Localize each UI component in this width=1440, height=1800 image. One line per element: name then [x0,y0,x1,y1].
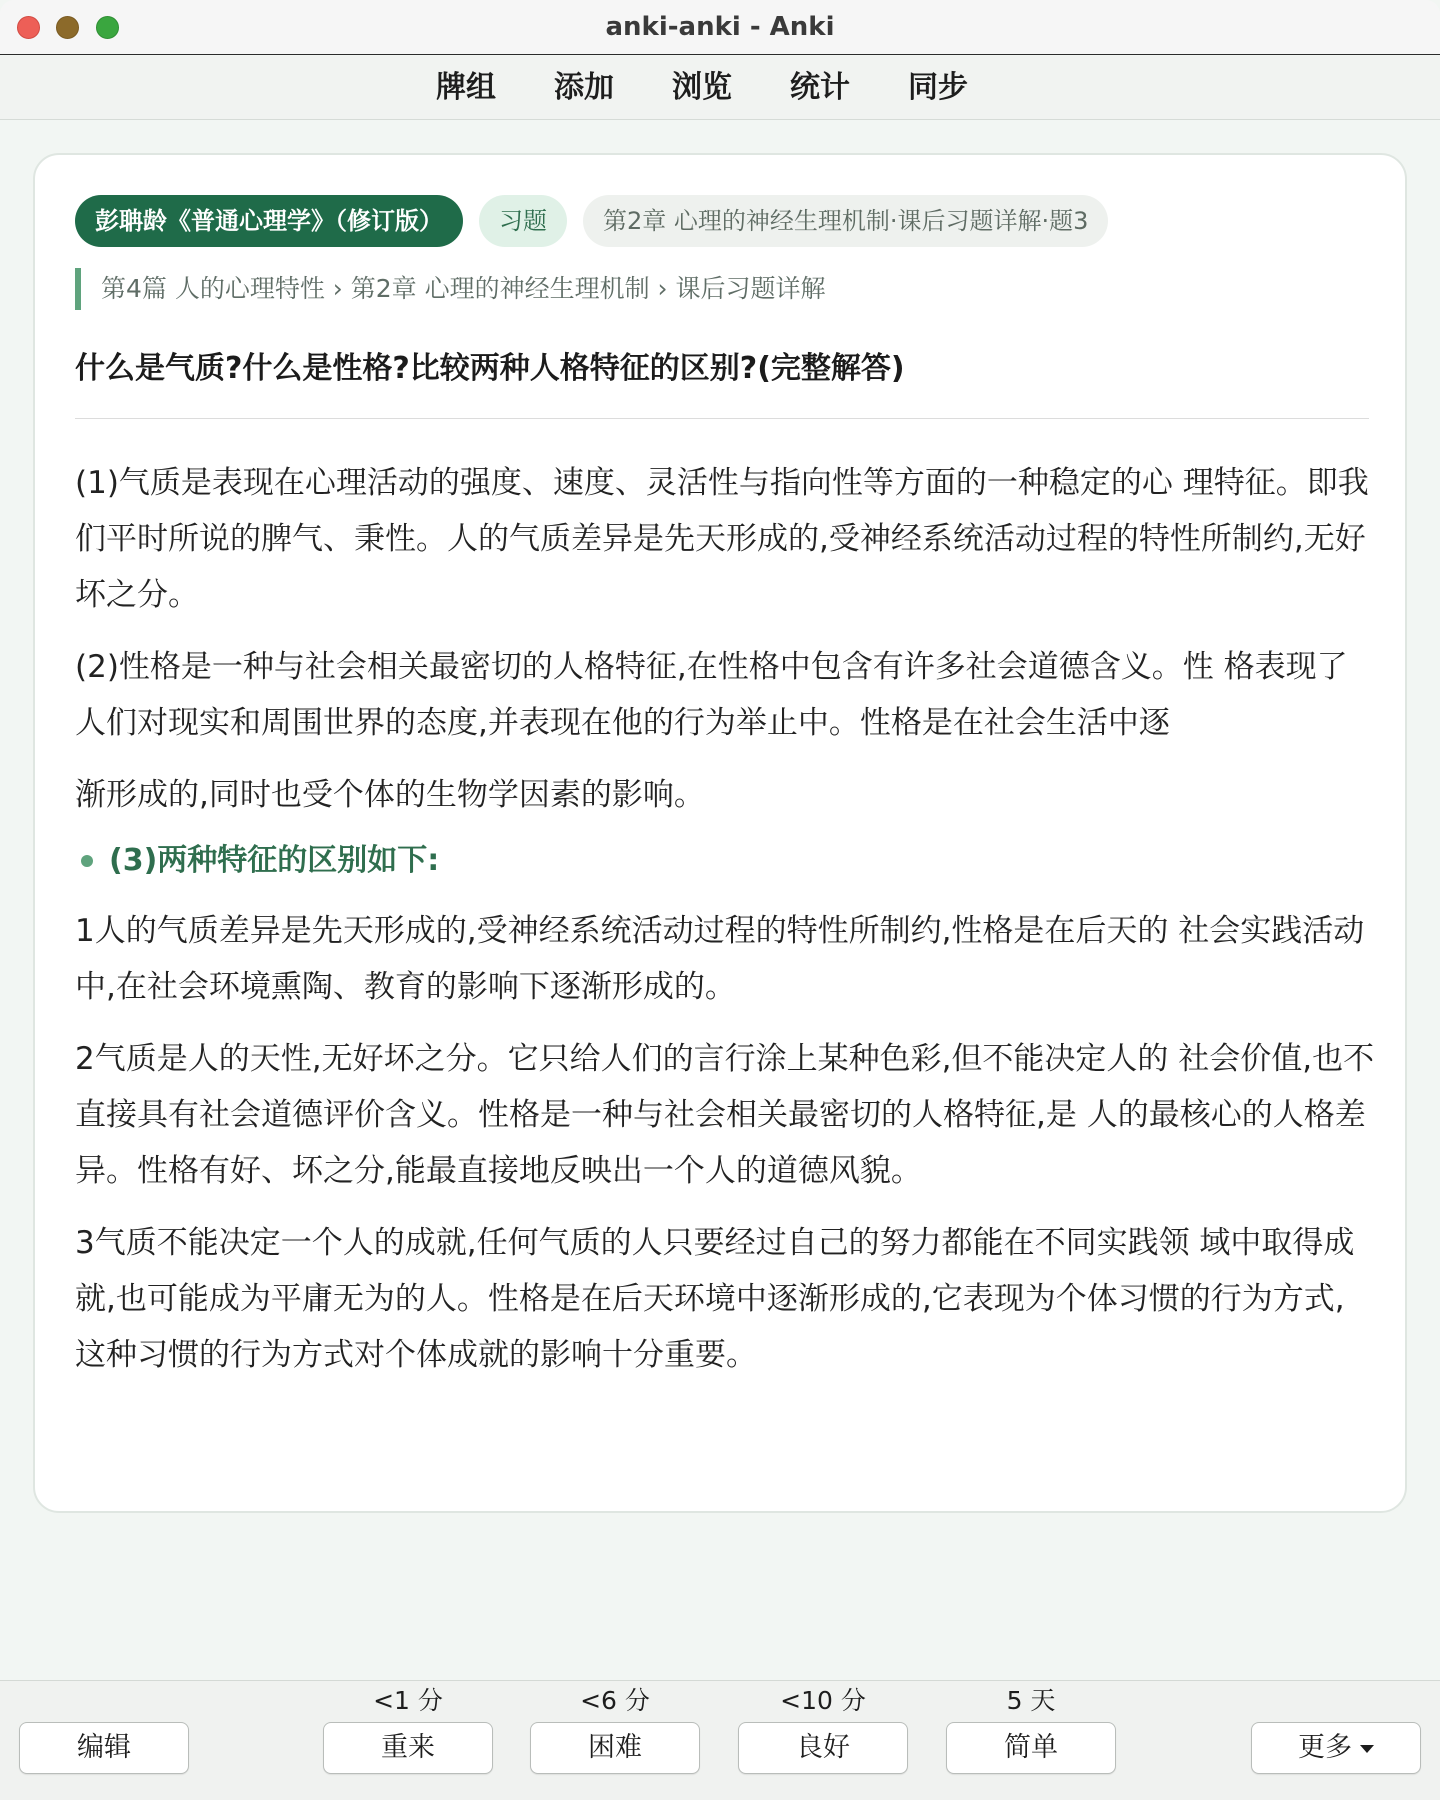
interval-good: <10 分 [780,1686,866,1715]
section-heading-text: (3)两种特征的区别如下: [109,843,440,878]
toolbar-add[interactable]: 添加 [554,70,614,105]
again-button[interactable]: 重来 [323,1722,493,1774]
answer-body [75,455,1375,1399]
toolbar-decks[interactable]: 牌组 [436,70,496,105]
answer-point: 2气质是人的天性,无好坏之分。它只给人们的言行涂上某种色彩,但不能决定人的 社会价值,也不直接具有社会道德评价含义。性格是一种与社会相关最密切的人格特征,是 人的最核心的人格差异。性格有好、坏之分,能最直接地反映出一个人的道德风貌。 [75,1041,1375,1189]
answer-paragraph: (1)气质是表现在心理活动的强度、速度、灵活性与指向性等方面的一种稳定的心 理特征。即我们平时所说的脾气、秉性。人的气质差异是先天形成的,受神经系统活动过程的特性所制约,无好坏之分。 [75,465,1369,613]
answer-point: 3气质不能决定一个人的成就,任何气质的人只要经过自己的努力都能在不同实践领 域中取得成就,也可能成为平庸无为的人。性格是在后天环境中逐渐形成的,它表现为个体习惯的行为方式,这种习惯的行为方式对个体成就的影响十分重要。 [75,1225,1355,1373]
tag-book: 彭聃龄《普通心理学》（修订版） [75,195,463,247]
toolbar-sync[interactable]: 同步 [908,70,968,105]
interval-hard: <6 分 [580,1686,650,1715]
toolbar-stats[interactable]: 统计 [790,70,850,105]
answer-point: 1人的气质差异是先天形成的,受神经系统活动过程的特性所制约,性格是在后天的 社会实践活动中,在社会环境熏陶、教育的影响下逐渐形成的。 [75,913,1365,1005]
title-bar [0,0,1440,55]
easy-button[interactable]: 简单 [946,1722,1116,1774]
review-card [33,153,1407,1513]
tag-chapter: 第2章 心理的神经生理机制·课后习题详解·题3 [583,195,1108,247]
answer-paragraph: 渐形成的,同时也受个体的生物学因素的影响。 [75,777,705,813]
answer-paragraph: (2)性格是一种与社会相关最密切的人格特征,在性格中包含有许多社会道德含义。性 格表现了人们对现实和周围世界的态度,并表现在他的行为举止中。性格是在社会生活中逐 [75,649,1348,741]
bullet-dot-icon [81,855,93,867]
toolbar-browse[interactable]: 浏览 [672,70,732,105]
question-text: 什么是气质?什么是性格?比较两种人格特征的区别?(完整解答) [75,351,905,386]
window-title: anki-anki - Anki [605,12,835,42]
main-toolbar [0,56,1440,120]
hard-button[interactable]: 困难 [530,1722,700,1774]
breadcrumb: 第4篇 人的心理特性 › 第2章 心理的神经生理机制 › 课后习题详解 [75,268,826,310]
more-button[interactable] [1251,1722,1421,1774]
tag-type: 习题 [479,195,567,247]
interval-again: <1 分 [373,1686,443,1715]
section-heading [75,839,1375,883]
interval-easy: 5 天 [1006,1686,1056,1715]
bottom-bar [0,1680,1440,1800]
more-button-label: 更多 [1298,1732,1352,1763]
card-tags [75,195,1124,247]
good-button[interactable]: 良好 [738,1722,908,1774]
caret-down-icon [1360,1745,1374,1753]
divider [75,418,1369,419]
edit-button[interactable]: 编辑 [19,1722,189,1774]
